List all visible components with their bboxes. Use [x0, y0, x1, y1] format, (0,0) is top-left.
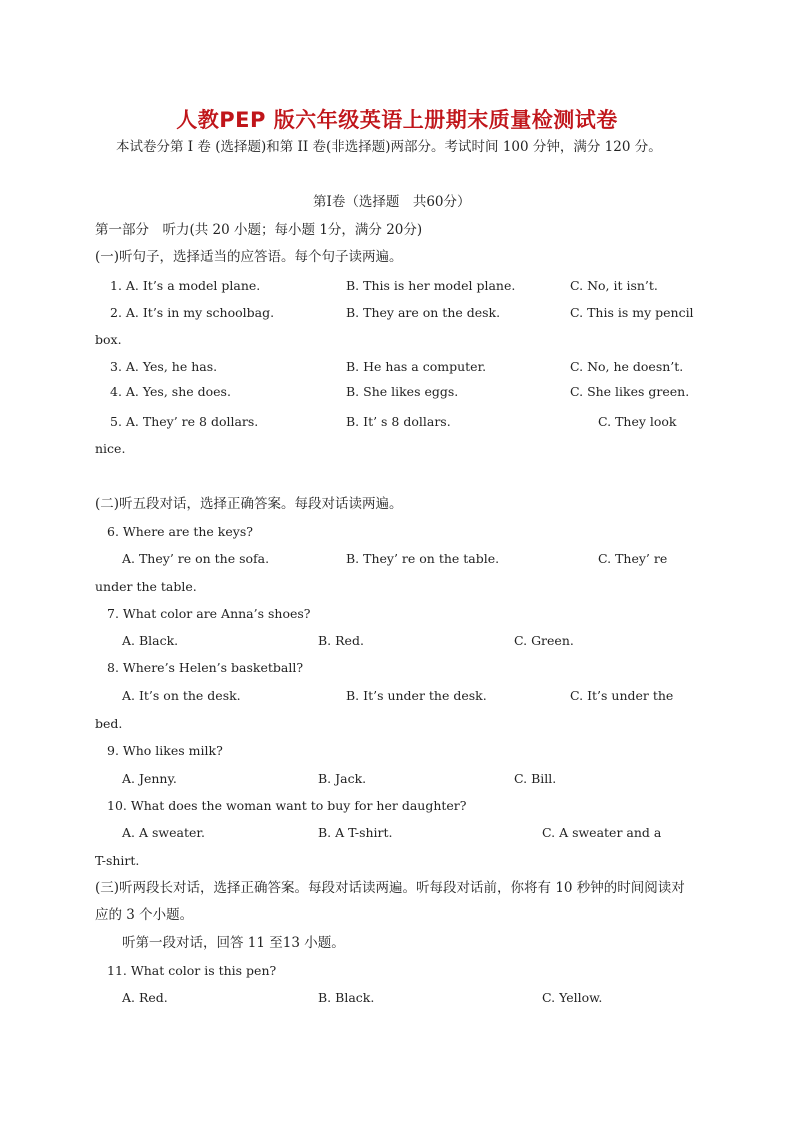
q4-option-b: B. She likes eggs. — [346, 384, 459, 399]
sec1-instructions: (一)听句子，选择适当的应答语。每个句子读两遍。 — [95, 249, 403, 265]
q10-question: 10. What does the woman want to buy for her daughter? — [107, 798, 467, 813]
q8-option-c: C. It’s under the — [570, 688, 674, 703]
q10-option-a: A. A sweater. — [122, 825, 205, 840]
q2-option-b: B. They are on the desk. — [346, 305, 501, 320]
q7-option-c: C. Green. — [514, 633, 574, 648]
q9-option-b: B. Jack. — [318, 771, 367, 786]
q8-option-a: A. It’s on the desk. — [122, 688, 241, 703]
q10-option-b: B. A T-shirt. — [318, 825, 393, 840]
q5-option-b: B. It’ s 8 dollars. — [346, 414, 451, 429]
q2-option-c-wrap: box. — [95, 332, 122, 347]
q2-option-c: C. This is my pencil — [570, 305, 694, 320]
q6-option-b: B. They’ re on the table. — [346, 551, 500, 566]
q5-option-c: C. They look — [598, 414, 677, 429]
q9-option-a: A. Jenny. — [122, 771, 177, 786]
q10-option-c: C. A sweater and a — [542, 825, 662, 840]
q11-option-c: C. Yellow. — [542, 990, 603, 1005]
sec2-instructions: (二)听五段对话，选择正确答案。每段对话读两遍。 — [95, 496, 403, 512]
exam-intro: 本试卷分第 I 卷 (选择题)和第 II 卷(非选择题)两部分。考试时间 100 分钟，满分 120 分。 — [116, 139, 662, 155]
q8-option-b: B. It’s under the desk. — [346, 688, 487, 703]
q8-question: 8. Where’s Helen’s basketball? — [107, 660, 304, 675]
q3-option-b: B. He has a computer. — [346, 359, 487, 374]
part-heading: 第Ⅰ卷（选择题 共60分） — [313, 194, 471, 210]
q4-option-c: C. She likes green. — [570, 384, 690, 399]
q1-option-a: 1. A. It’s a model plane. — [110, 278, 261, 293]
q3-option-a: 3. A. Yes, he has. — [110, 359, 218, 374]
q8-option-c-wrap: bed. — [95, 716, 123, 731]
sec3-subheading: 听第一段对话，回答 11 至13 小题。 — [122, 935, 345, 951]
q7-option-a: A. Black. — [122, 633, 179, 648]
q1-option-c: C. No, it isn’t. — [570, 278, 658, 293]
q9-option-c: C. Bill. — [514, 771, 557, 786]
q6-option-c-wrap: under the table. — [95, 579, 197, 594]
q5-option-c-wrap: nice. — [95, 441, 126, 456]
q2-option-a: 2. A. It’s in my schoolbag. — [110, 305, 275, 320]
q7-option-b: B. Red. — [318, 633, 364, 648]
q9-question: 9. Who likes milk? — [107, 743, 223, 758]
q11-option-b: B. Black. — [318, 990, 375, 1005]
sec3-instructions-wrap: 应的 3 个小题。 — [95, 907, 194, 923]
q3-option-c: C. No, he doesn’t. — [570, 359, 684, 374]
section-heading: 第一部分 听力(共 20 小题；每小题 1分，满分 20分) — [95, 222, 423, 238]
q6-option-a: A. They’ re on the sofa. — [122, 551, 270, 566]
q7-question: 7. What color are Anna’s shoes? — [107, 606, 311, 621]
q4-option-a: 4. A. Yes, she does. — [110, 384, 231, 399]
q1-option-b: B. This is her model plane. — [346, 278, 516, 293]
page-title: 人教PEP 版六年级英语上册期末质量检测试卷 — [176, 108, 618, 132]
sec3-instructions: (三)听两段长对话，选择正确答案。每段对话读两遍。听每段对话前，你将有 10 秒钟的时间阅读对 — [95, 880, 685, 896]
q11-option-a: A. Red. — [122, 990, 168, 1005]
q6-option-c: C. They’ re — [598, 551, 668, 566]
q6-question: 6. Where are the keys? — [107, 524, 253, 539]
q11-question: 11. What color is this pen? — [107, 963, 277, 978]
q10-option-c-wrap: T-shirt. — [95, 853, 140, 868]
q5-option-a: 5. A. They’ re 8 dollars. — [110, 414, 259, 429]
